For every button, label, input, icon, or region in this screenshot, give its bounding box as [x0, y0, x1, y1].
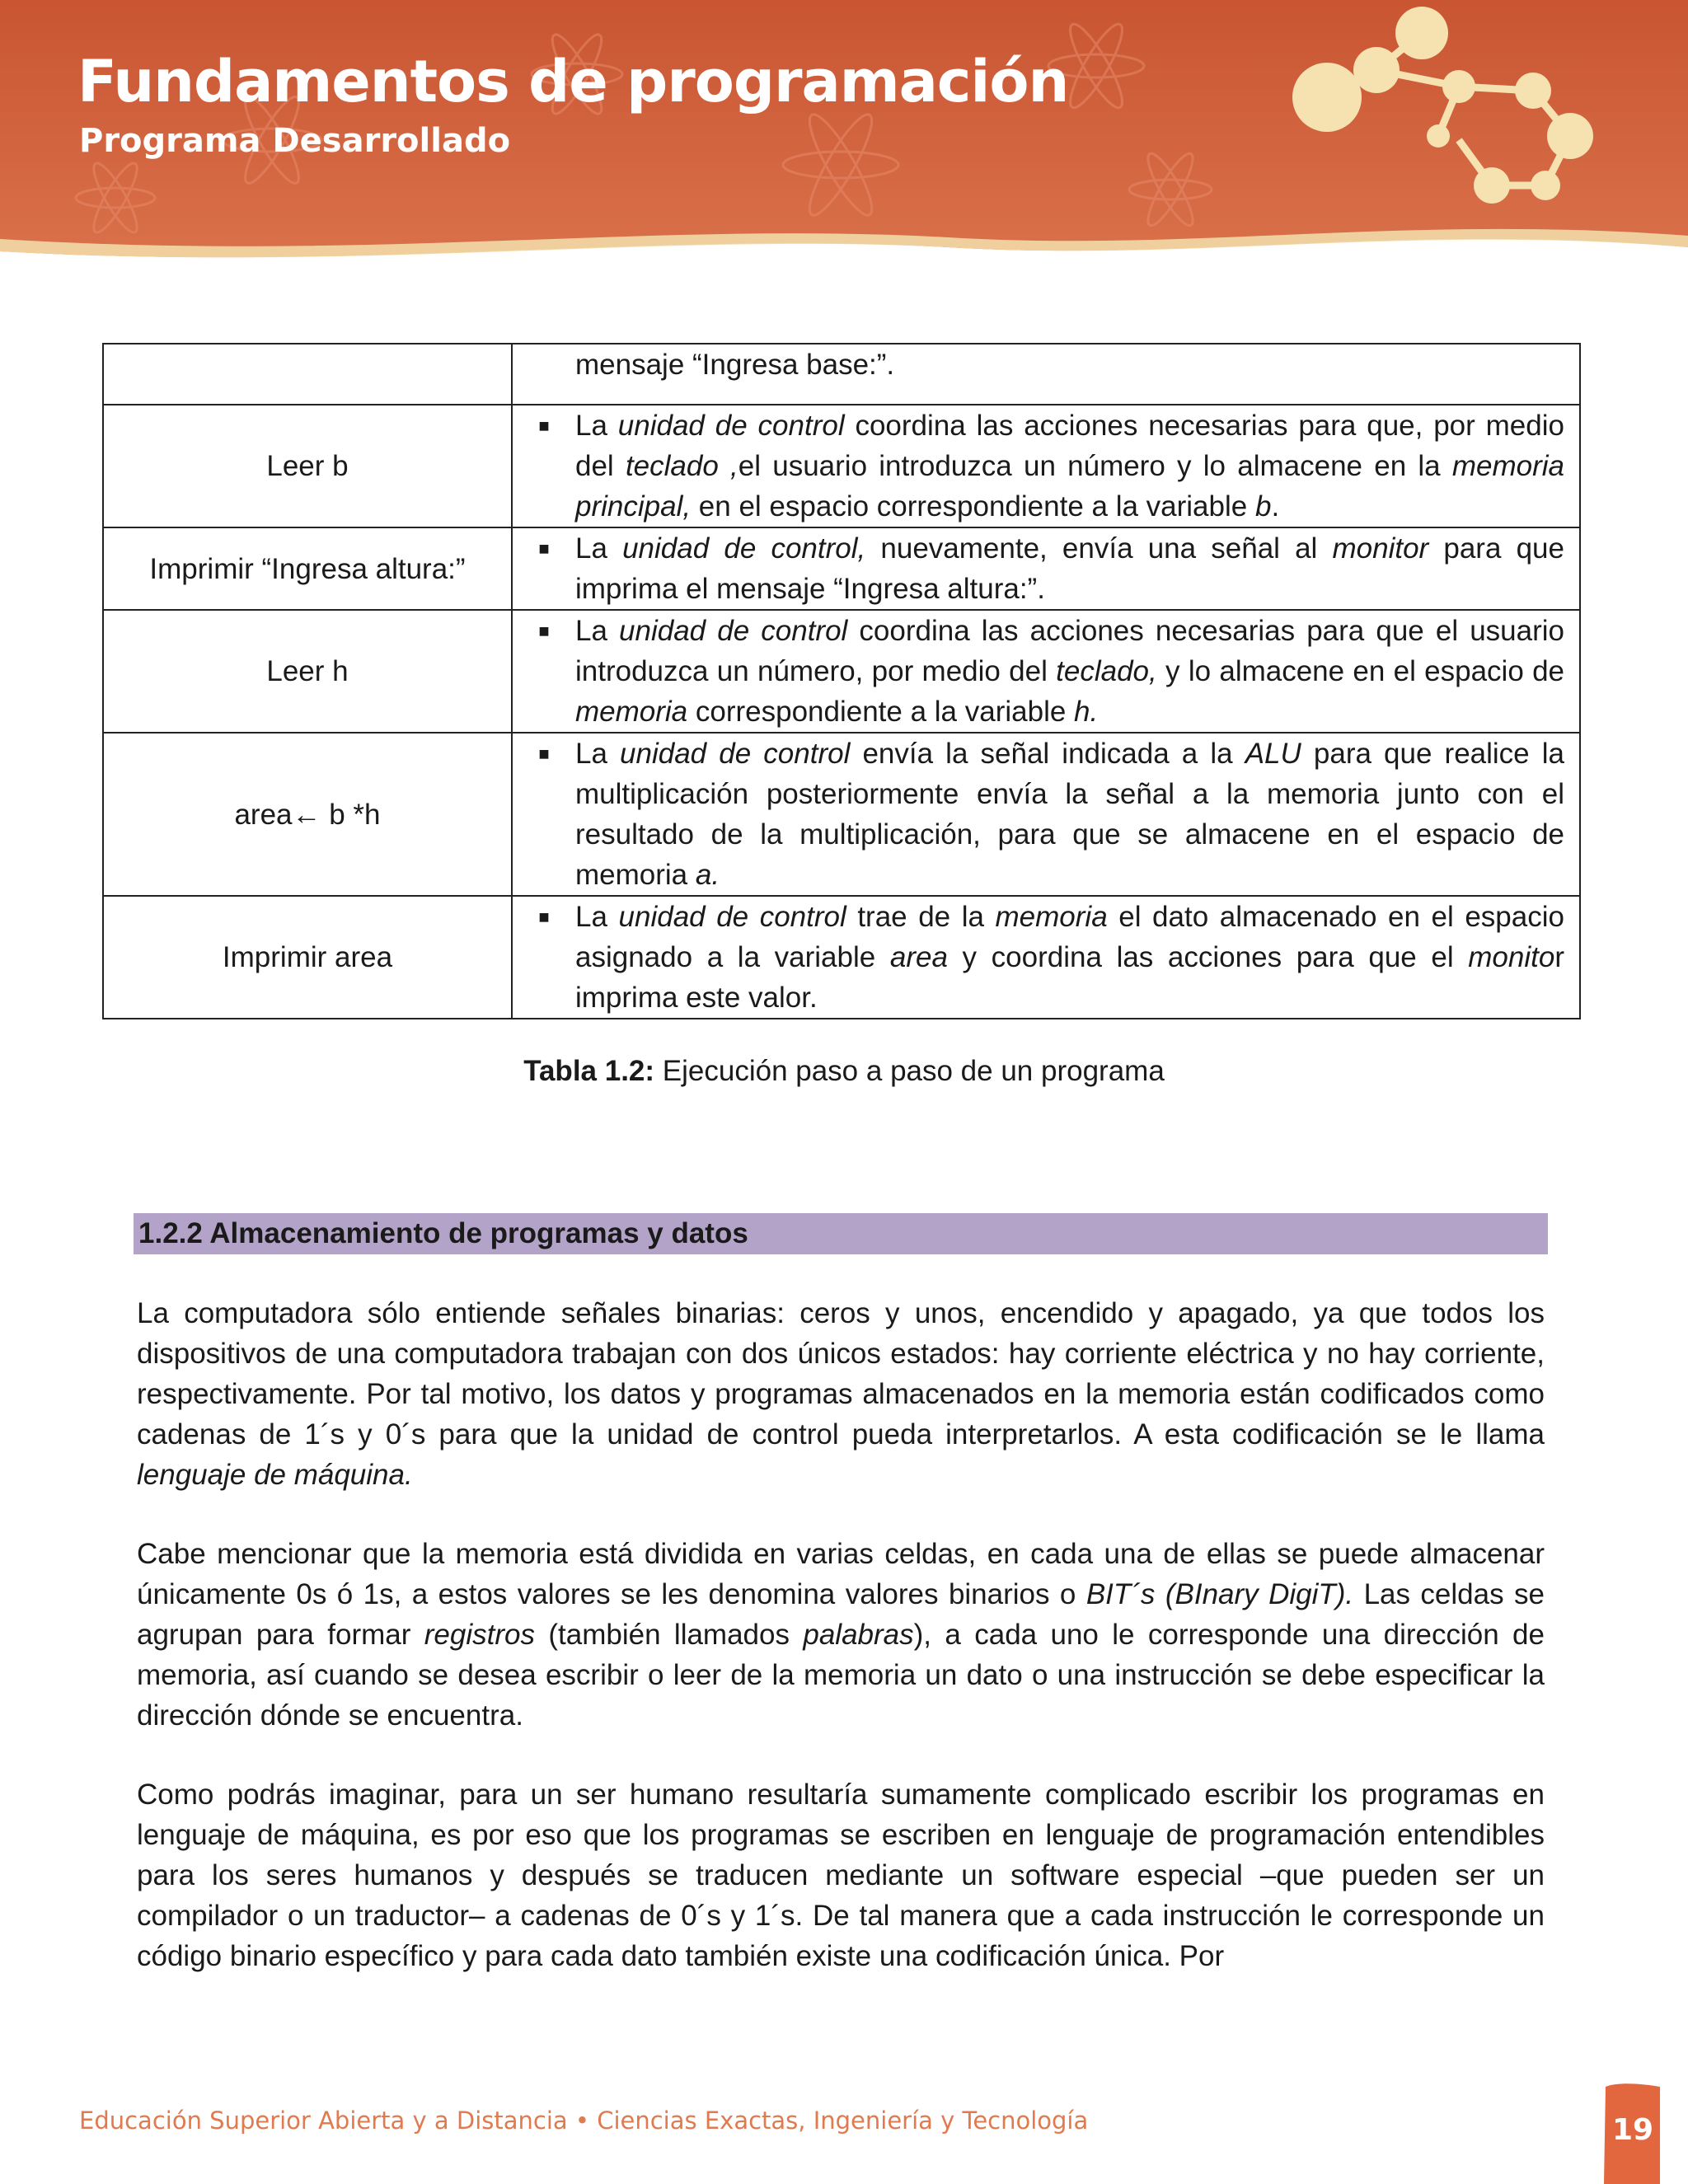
- emphasis-text: ALU: [1245, 738, 1301, 770]
- text-run: r imprima este valor.: [575, 941, 1564, 1014]
- emphasis-text: teclado ,: [625, 450, 738, 482]
- emphasis-text: monitor: [1332, 532, 1429, 565]
- text-run: para que realice la multiplicación posteriormente envía la señal a la memoria junto con el resultado de la multiplicación, para que se almacene en el espacio de memoria: [575, 738, 1564, 891]
- table-row: [103, 527, 1580, 610]
- emphasis-text: unidad de control: [619, 615, 848, 647]
- paragraph: [137, 1534, 1545, 1736]
- description-cell: [512, 344, 1580, 405]
- text-run: nuevamente, envía una señal al: [865, 532, 1333, 565]
- table-row: [103, 405, 1580, 527]
- description-text: [575, 897, 1564, 1018]
- text-run: La: [575, 615, 620, 647]
- text-run: coordina las acciones necesarias para que, por medio del: [575, 410, 1564, 482]
- description-text: [575, 528, 1564, 609]
- description-text: [575, 611, 1564, 732]
- emphasis-text: unidad de control: [620, 738, 851, 770]
- text-run: ), a cada uno le corresponde una dirección de memoria, así cuando se desea escribir o leer de la memoria un dato o una instrucción se debe especificar la dirección dónde se encuentra.: [137, 1619, 1545, 1732]
- instruction-cell: Leer h: [103, 610, 512, 733]
- emphasis-text: registros: [424, 1619, 535, 1651]
- emphasis-text: lenguaje de máquina.: [137, 1459, 413, 1491]
- paragraph: [137, 1293, 1545, 1495]
- instruction-cell: Imprimir “Ingresa altura:”: [103, 527, 512, 610]
- instruction-cell: [103, 344, 512, 405]
- text-run: y coordina las acciones para que el: [947, 941, 1469, 973]
- table-row-continuation: [103, 344, 1580, 405]
- description-cell: [512, 405, 1580, 527]
- emphasis-text: area: [889, 941, 948, 973]
- text-run: (también llamados: [534, 1619, 804, 1651]
- emphasis-text: memoria: [575, 696, 688, 728]
- table-body: [103, 344, 1580, 1019]
- caption-label: Tabla 1.2:: [523, 1055, 655, 1087]
- square-bullet-icon: ■: [538, 538, 550, 559]
- emphasis-text: unidad de control: [617, 410, 845, 442]
- text-run: La computadora sólo entiende señales binarias: ceros y unos, encendido y apagado, ya que todos los dispositivos de una computadora trabajan con dos únicos estados: hay corriente eléctrica y no hay corriente, respectivamente. Por tal motivo, los datos y programas almacenados en la memoria están codificados como cadenas de 1´s y 0´s para que la unidad de control pueda interpretarlos. A esta codificación se le llama: [137, 1297, 1545, 1451]
- emphasis-text: palabras: [803, 1619, 914, 1651]
- description-cell: [512, 733, 1580, 896]
- continuation-text: mensaje “Ingresa base:”.: [575, 349, 895, 381]
- paragraph: [137, 1774, 1545, 1976]
- emphasis-text: memoria principal,: [575, 450, 1565, 523]
- instruction-cell: Leer b: [103, 405, 512, 527]
- text-run: La: [575, 901, 619, 933]
- instruction-cell: area← b *h: [103, 733, 512, 896]
- square-bullet-icon: ■: [538, 907, 550, 927]
- document-title: Fundamentos de programación: [77, 48, 1069, 115]
- text-run: La: [575, 410, 618, 442]
- description-text: [575, 733, 1564, 895]
- text-run: La: [575, 532, 623, 565]
- description-text: [575, 405, 1564, 527]
- page-number: 19: [1611, 2113, 1654, 2147]
- emphasis-text: monito: [1468, 941, 1555, 973]
- table-row: [103, 733, 1580, 896]
- text-run: Cabe mencionar que la memoria está dividida en varias celdas, en cada una de ellas se puede almacenar únicamente 0s ó 1s, a estos valores se les denomina valores binarios o: [137, 1538, 1545, 1610]
- execution-steps-table: [102, 343, 1581, 1019]
- text-run: y lo almacene en el espacio de: [1156, 655, 1564, 687]
- text-run: La: [575, 738, 621, 770]
- description-wrapper: [513, 405, 1564, 527]
- text-run: el dato almacenado en el espacio asignado a la variable: [575, 901, 1564, 973]
- text-run: el usuario introduzca un número y lo almacene en la: [738, 450, 1452, 482]
- text-run: en el espacio correspondiente a la variable: [691, 490, 1255, 523]
- emphasis-text: b: [1254, 490, 1272, 523]
- emphasis-text: memoria: [995, 901, 1108, 933]
- instruction-cell: Imprimir area: [103, 896, 512, 1019]
- description-wrapper: [513, 733, 1564, 895]
- square-bullet-icon: ■: [538, 743, 550, 764]
- caption-text: Ejecución paso a paso de un programa: [654, 1055, 1165, 1087]
- emphasis-text: unidad de control: [618, 901, 846, 933]
- emphasis-text: a.: [695, 859, 720, 891]
- text-run: correspondiente a la variable: [687, 696, 1075, 728]
- emphasis-text: BIT´s (BInary DigiT).: [1085, 1578, 1354, 1610]
- footer-text: Educación Superior Abierta y a Distancia • Ciencias Exactas, Ingeniería y Tecnología: [79, 2107, 1089, 2135]
- text-run: para que imprima el mensaje “Ingresa altura:”.: [575, 532, 1564, 605]
- table-row: [103, 610, 1580, 733]
- description-cell: [512, 527, 1580, 610]
- emphasis-text: unidad de control,: [622, 532, 866, 565]
- table-caption: [0, 1052, 1688, 1090]
- text-run: Como podrás imaginar, para un ser humano resultaría sumamente complicado escribir los programas en lenguaje de máquina, es por eso que los programas se escriben en lenguaje de programación entendibles para los seres humanos y después se traducen mediante un software especial –que pueden ser un compilador o un traductor– a cadenas de 0´s y 1´s. De tal manera que a cada instrucción le corresponde un código binario específico y para cada dato también existe una codificación única. Por: [137, 1779, 1545, 1972]
- square-bullet-icon: ■: [538, 621, 550, 641]
- text-run: Las celdas se agrupan para formar: [137, 1578, 1545, 1651]
- text-run: envía la señal indicada a la: [850, 738, 1245, 770]
- description-cell: [512, 610, 1580, 733]
- description-wrapper: [513, 528, 1564, 609]
- description-wrapper: [513, 611, 1564, 732]
- table-row: [103, 896, 1580, 1019]
- section-heading: 1.2.2 Almacenamiento de programas y datos: [134, 1213, 1548, 1254]
- text-run: .: [1271, 490, 1280, 523]
- text-run: coordina las acciones necesarias para que el usuario introduzca un número, por medio del: [575, 615, 1564, 687]
- emphasis-text: h.: [1074, 696, 1099, 728]
- square-bullet-icon: ■: [538, 415, 550, 436]
- document-subtitle: Programa Desarrollado: [79, 122, 511, 160]
- description-cell: [512, 896, 1580, 1019]
- header-banner: [0, 0, 1688, 280]
- description-wrapper: [513, 897, 1564, 1018]
- text-run: trae de la: [846, 901, 996, 933]
- emphasis-text: teclado,: [1056, 655, 1157, 687]
